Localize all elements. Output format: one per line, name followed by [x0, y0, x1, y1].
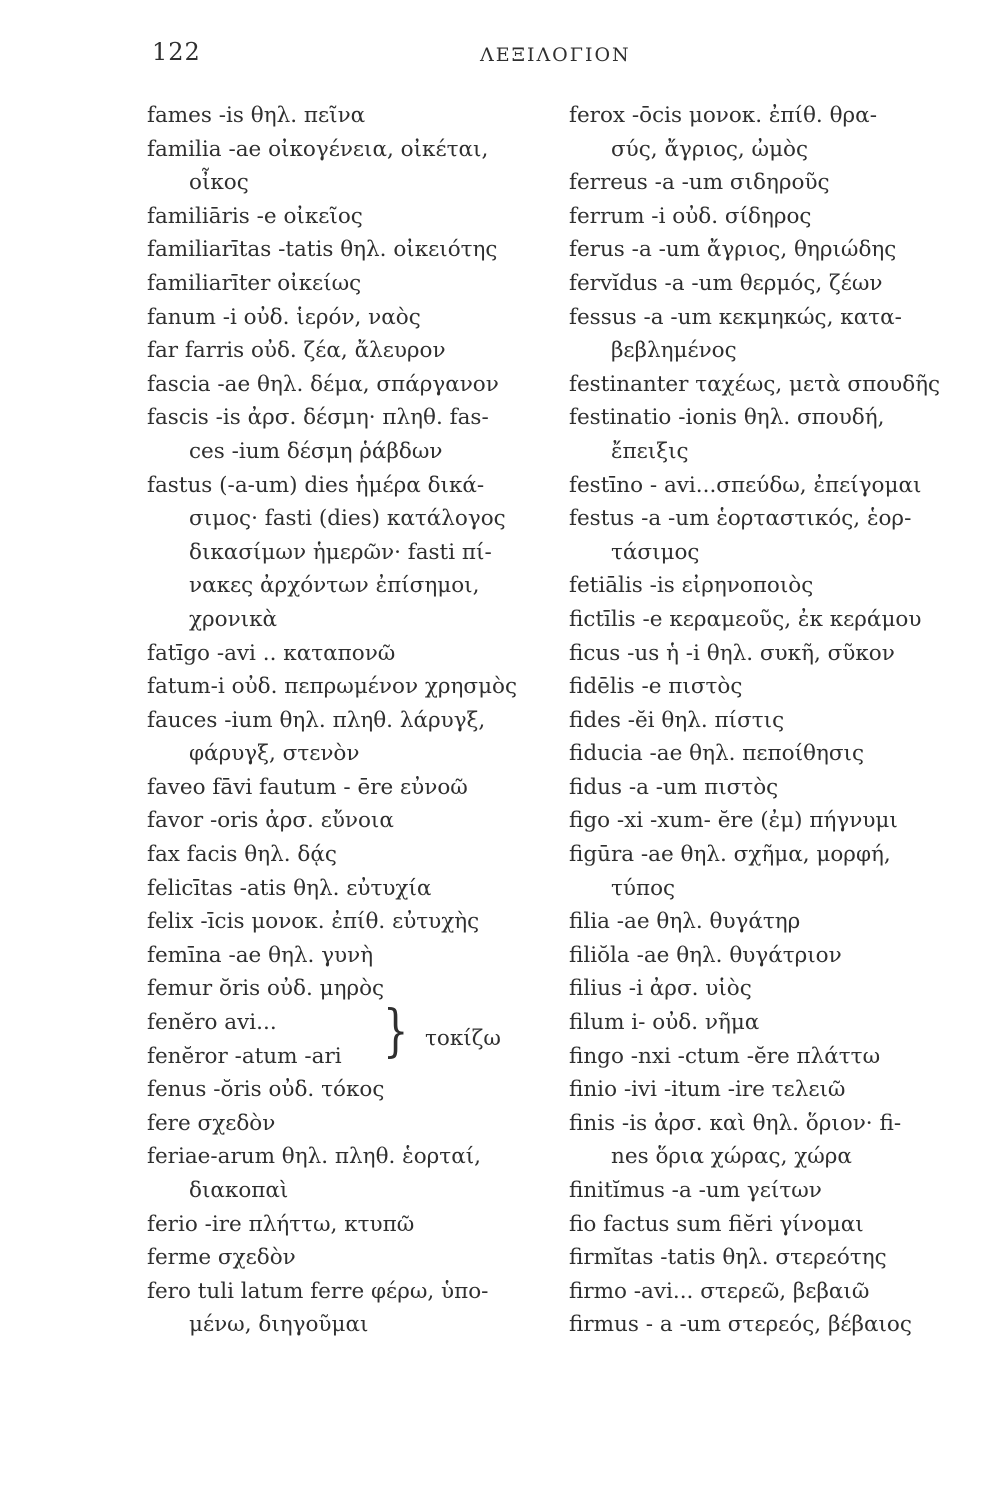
dictionary-line: fanum -i οὐδ. ἱερόν, ναὸς: [147, 304, 421, 330]
dictionary-line: τάσιμος: [611, 539, 700, 565]
dictionary-line: filius -i ἀρσ. υἱὸς: [569, 976, 752, 1002]
dictionary-line: finis -is ἀρσ. καὶ θηλ. ὅριον· fi-: [569, 1110, 902, 1136]
dictionary-line: familia -ae οἰκογένεια, οἰκέται,: [147, 136, 489, 162]
dictionary-line: ferrum -i οὐδ. σίδηρος: [569, 203, 812, 229]
dictionary-line: far farris οὐδ. ζέα, ἄλευρον: [147, 338, 446, 364]
dictionary-line: festus -a -um ἑορταστικός, ἑορ-: [569, 506, 912, 532]
dictionary-line: fatīgo -avi .. καταπονῶ: [147, 640, 396, 666]
dictionary-line: ces -ium δέσμη ῥάβδων: [189, 438, 443, 464]
dictionary-line: νακες ἀρχόντων ἐπίσημοι,: [189, 573, 480, 599]
dictionary-line: fenus -ŏris οὐδ. τόκος: [147, 1077, 385, 1103]
page-number: 122: [152, 38, 201, 66]
dictionary-line: fauces -ium θηλ. πληθ. λάρυγξ,: [147, 707, 486, 733]
dictionary-line: οἶκος: [189, 170, 249, 196]
dictionary-line: μένω, διηγοῦμαι: [189, 1312, 369, 1338]
dictionary-line: ferus -a -um ἄγριος, θηριώδης: [569, 237, 897, 263]
dictionary-line: fingo -nxi -ctum -ĕre πλάττω: [569, 1043, 881, 1069]
brace-entry: [147, 999, 567, 1073]
dictionary-line: firmĭtas -tatis θηλ. στερεότης: [569, 1245, 887, 1271]
dictionary-line: ferme σχεδὸν: [147, 1245, 296, 1271]
dictionary-line: finitĭmus -a -um γείτων: [569, 1178, 822, 1203]
dictionary-line: familiarītas -tatis θηλ. οἰκειότης: [147, 237, 498, 263]
dictionary-line: filia -ae θηλ. θυγάτηρ: [569, 909, 801, 935]
dictionary-line: ferox -ōcis μονοκ. ἐπίθ. θρα-: [569, 103, 877, 128]
dictionary-line: fessus -a -um κεκμηκώς, κατα-: [569, 304, 902, 330]
dictionary-line: fax facis θηλ. δᾴς: [147, 842, 337, 868]
dictionary-line: familiarīter οἰκείως: [147, 270, 362, 296]
dictionary-line: festīno - avi...σπεύδω, ἐπείγομαι: [569, 472, 922, 498]
left-column: [147, 99, 567, 1342]
brace-shared-translation: τοκίζω: [425, 1026, 501, 1052]
dictionary-line: figūra -ae θηλ. σχῆμα, μορφή,: [569, 842, 891, 868]
dictionary-line: ferreus -a -um σιδηροῦς: [569, 170, 830, 196]
dictionary-line: fidēlis -e πιστὸς: [569, 674, 743, 700]
dictionary-line: fascia -ae θηλ. δέμα, σπάργανον: [147, 371, 499, 397]
dictionary-line: filiŏla -ae θηλ. θυγάτριον: [569, 942, 842, 968]
dictionary-line: διακοπαὶ: [189, 1178, 289, 1203]
dictionary-line: δικασίμων ἡμερῶν· fasti πί-: [189, 539, 492, 565]
dictionary-line: festinanter ταχέως, μετὰ σπουδῆς: [569, 371, 941, 397]
dictionary-line: fatum-i οὐδ. πεπρωμένον χρησμὸς: [147, 674, 518, 700]
dictionary-line: felicītas -atis θηλ. εὐτυχία: [147, 875, 432, 901]
dictionary-line: σιμος· fasti (dies) κατάλογος: [189, 506, 506, 532]
dictionary-line: femīna -ae θηλ. γυνὴ: [147, 942, 374, 968]
right-column: [569, 99, 981, 1342]
running-head: ΛΕΞΙΛΟΓΙΟΝ: [480, 44, 631, 66]
dictionary-line: fascis -is ἀρσ. δέσμη· πληθ. fas-: [147, 405, 489, 431]
dictionary-line: σύς, ἄγριος, ὠμὸς: [611, 136, 809, 162]
dictionary-line: βεβλημένος: [611, 338, 737, 364]
dictionary-line: fastus (-a-um) dies ἡμέρα δικά-: [147, 472, 485, 498]
dictionary-line: fetiālis -is εἰρηνοποιὸς: [569, 573, 814, 599]
dictionary-line: fere σχεδὸν: [147, 1110, 276, 1136]
dictionary-line: festinatio -ionis θηλ. σπουδή,: [569, 405, 885, 431]
brace-mark: }: [383, 999, 409, 1065]
dictionary-line: firmo -avi... στερεῶ, βεβαιῶ: [569, 1278, 870, 1304]
brace-line-1: fenĕro avi...: [147, 1010, 277, 1036]
dictionary-line: favor -oris ἀρσ. εὔνοια: [147, 808, 394, 834]
brace-line-2: fenĕror -atum -ari: [147, 1043, 342, 1069]
dictionary-line: filum i- οὐδ. νῆμα: [569, 1010, 760, 1036]
dictionary-line: χρονικὰ: [189, 606, 278, 632]
dictionary-line: ἔπειξις: [611, 438, 689, 464]
dictionary-line: felix -īcis μονοκ. ἐπίθ. εὐτυχὴς: [147, 909, 480, 935]
dictionary-line: fames -is θηλ. πεῖνα: [147, 103, 366, 128]
dictionary-line: femur ŏris οὐδ. μηρὸς: [147, 976, 385, 1002]
dictionary-line: fictīlis -e κεραμεοῦς, ἐκ κεράμου: [569, 606, 922, 632]
dictionary-line: feriae-arum θηλ. πληθ. ἑορταί,: [147, 1144, 481, 1170]
dictionary-line: firmus - a -um στερεός, βέβαιος: [569, 1312, 912, 1338]
dictionary-line: fides -ĕi θηλ. πίστις: [569, 707, 785, 733]
dictionary-line: fervĭdus -a -um θερμός, ζέων: [569, 270, 883, 296]
dictionary-line: ferio -ire πλήττω, κτυπῶ: [147, 1211, 415, 1237]
dictionary-line: finio -ivi -itum -ire τελειῶ: [569, 1077, 846, 1103]
dictionary-line: nes ὅρια χώρας, χώρα: [611, 1144, 852, 1170]
dictionary-line: fiducia -ae θηλ. πεποίθησις: [569, 741, 865, 767]
dictionary-line: familiāris -e οἰκεῖος: [147, 203, 363, 229]
dictionary-line: faveo fāvi fautum - ēre εὐνοῶ: [147, 774, 468, 800]
dictionary-line: φάρυγξ, στενὸν: [189, 741, 360, 767]
dictionary-line: figo -xi -xum- ĕre (ἐμ) πήγνυμι: [569, 808, 898, 834]
dictionary-line: fio factus sum fiĕri γίνομαι: [569, 1211, 864, 1237]
dictionary-line: fidus -a -um πιστὸς: [569, 774, 779, 800]
dictionary-line: τύπος: [611, 875, 676, 901]
dictionary-line: fero tuli latum ferre φέρω, ὑπο-: [147, 1278, 489, 1304]
dictionary-line: ficus -us ἡ -i θηλ. συκῆ, σῦκον: [569, 640, 895, 666]
